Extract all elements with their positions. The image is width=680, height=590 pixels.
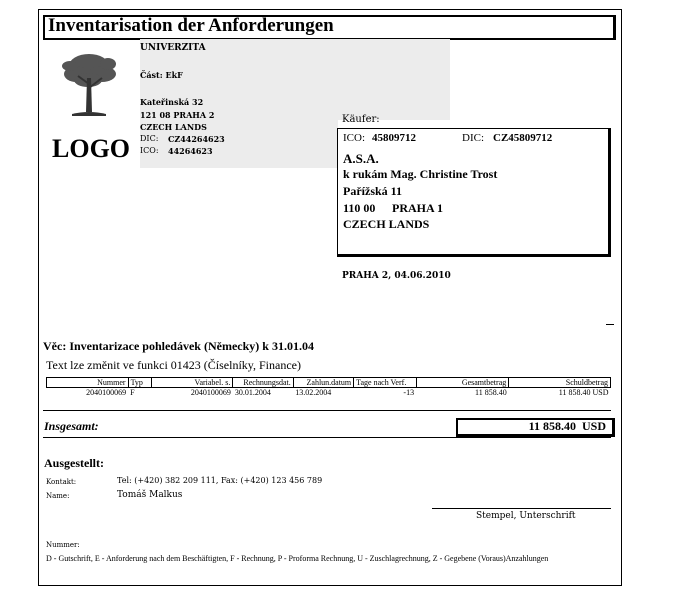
table-header-row — [47, 378, 611, 388]
supplier-part: Část: EkF — [140, 70, 183, 80]
buyer-dic-value: CZ45809712 — [493, 132, 553, 144]
logo-text: LOGO — [52, 134, 131, 163]
total-value: 11 858.40 USD — [528, 419, 606, 433]
cell-rechnungsdat: 30.01.2004 — [234, 388, 271, 397]
buyer-label: Käufer: — [342, 114, 380, 125]
cell-nummer: 2040100069 — [86, 388, 127, 397]
cell-typ: F — [130, 388, 135, 397]
invoice-table — [46, 377, 611, 397]
contact-label: Kontakt: — [46, 478, 77, 486]
supplier-name: UNIVERZITA — [140, 43, 206, 53]
total-divider — [43, 437, 611, 438]
supplier-ico-label: ICO: — [140, 146, 159, 155]
buyer-street: Pařížská 11 — [343, 184, 402, 198]
name-label: Name: — [46, 492, 70, 500]
buyer-ico-value: 45809712 — [372, 132, 416, 144]
buyer-country: CZECH LANDS — [343, 217, 430, 231]
col-header-rechnungsdat: Rechnungsdat. — [233, 378, 293, 388]
margin-mark — [606, 324, 614, 325]
buyer-dic-label: DIC: — [462, 132, 484, 144]
buyer-zip: 110 00 — [343, 201, 376, 215]
supplier-dic-value: CZ44264623 — [168, 134, 225, 144]
footer-legend: D - Gutschrift, E - Anforderung nach dem Beschäftigten, F - Rechnung, P - Proforma Rechnung, U - Zuschlagrechnung, Z - Gegebene (Voraus)Anzahlungen — [46, 554, 549, 563]
col-header-variabel: Variabel. s. — [151, 378, 233, 388]
tree-logo-icon — [58, 48, 120, 124]
buyer-name: A.S.A. — [343, 151, 379, 166]
note-line: Text lze změnit ve funkci 01423 (Číselníky, Finance) — [46, 358, 301, 372]
cell-tage: -13 — [403, 388, 415, 397]
signature-line — [432, 508, 611, 509]
cell-gesamtbetrag: 11 858.40 — [475, 388, 507, 397]
buyer-city: PRAHA 1 — [392, 201, 443, 215]
name-value: Tomáš Malkus — [117, 490, 183, 500]
supplier-dic-label: DIC: — [140, 134, 159, 143]
col-header-typ: Typ — [128, 378, 151, 388]
document-title: Inventarisation der Anforderungen — [48, 15, 334, 36]
cell-variabel: 2040100069 — [190, 388, 231, 397]
contact-value: Tel: (+420) 382 209 111, Fax: (+420) 123 456 789 — [117, 476, 323, 485]
supplier-city: 121 08 PRAHA 2 — [140, 110, 215, 120]
buyer-ico-label: ICO: — [343, 132, 365, 144]
footer-heading: Nummer: — [46, 541, 80, 549]
supplier-country: CZECH LANDS — [140, 122, 207, 132]
buyer-attn: k rukám Mag. Christine Trost — [343, 167, 498, 181]
supplier-street: Kateřinská 32 — [140, 97, 204, 107]
cell-zahlundatum: 13.02.2004 — [295, 388, 332, 397]
stamp-label: Stempel, Unterschrift — [476, 511, 576, 521]
col-header-schuldbetrag: Schuldbetrag — [509, 378, 611, 388]
col-header-nummer: Nummer — [47, 378, 129, 388]
col-header-gesamtbetrag: Gesamtbetrag — [416, 378, 509, 388]
table-row — [47, 388, 611, 398]
cell-schuldbetrag: 11 858.40 USD — [558, 388, 609, 397]
supplier-ico-value: 44264623 — [168, 146, 213, 156]
subject-line: Věc: Inventarizace pohledávek (Německy) k 31.01.04 — [43, 339, 314, 353]
col-header-zahlundatum: Zahlun.datum — [293, 378, 353, 388]
total-label: Insgesamt: — [44, 419, 99, 433]
table-divider — [43, 410, 611, 411]
issued-heading: Ausgestellt: — [44, 456, 104, 470]
col-header-tage: Tage nach Verf. — [354, 378, 416, 388]
place-date: PRAHA 2, 04.06.2010 — [342, 271, 451, 281]
